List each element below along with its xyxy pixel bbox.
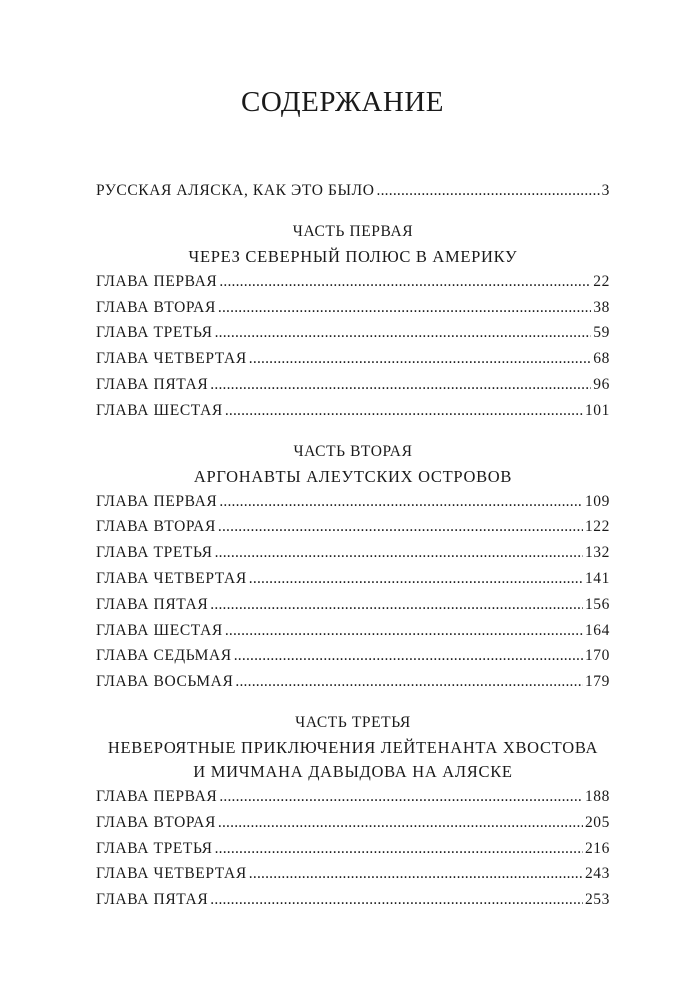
part-heading: ЧАСТЬ ТРЕТЬЯ bbox=[295, 713, 411, 731]
toc-entry-page: 141 bbox=[584, 569, 610, 587]
toc-entry-label: ГЛАВА ПЕРВАЯ bbox=[96, 787, 218, 805]
toc-entry-page: 156 bbox=[584, 595, 610, 613]
toc-entry-label: ГЛАВА ЧЕТВЕРТАЯ bbox=[96, 569, 247, 587]
dot-leader bbox=[210, 376, 591, 394]
toc-entry-chapter[interactable] bbox=[96, 402, 610, 428]
toc-entry-page: 132 bbox=[584, 544, 610, 562]
toc-entry-label: ГЛАВА ПЯТАЯ bbox=[96, 595, 209, 613]
toc-entry-chapter[interactable] bbox=[96, 273, 610, 299]
toc-entry-page: 188 bbox=[584, 787, 610, 805]
dot-leader bbox=[215, 544, 583, 562]
toc-entry-label: ГЛАВА ТРЕТЬЯ bbox=[96, 324, 213, 342]
part-subtitle: ЧЕРЕЗ СЕВЕРНЫЙ ПОЛЮС В АМЕРИКУ bbox=[188, 246, 518, 266]
section-gap bbox=[96, 428, 610, 438]
toc-entry-page: 109 bbox=[584, 492, 610, 510]
toc-entry-page: 243 bbox=[584, 865, 610, 883]
toc-entry-label: ГЛАВА ТРЕТЬЯ bbox=[96, 544, 213, 562]
toc-entry-label: ГЛАВА ШЕСТАЯ bbox=[96, 401, 223, 419]
toc-entry-chapter[interactable] bbox=[96, 647, 610, 673]
toc-entry-intro[interactable] bbox=[96, 182, 610, 208]
toc-entry-label: ГЛАВА ЧЕТВЕРТАЯ bbox=[96, 865, 247, 883]
toc-entry-chapter[interactable] bbox=[96, 840, 610, 866]
dot-leader bbox=[218, 299, 591, 317]
toc-entry-label: ГЛАВА ПЕРВАЯ bbox=[96, 492, 218, 510]
toc-entry-label: ГЛАВА СЕДЬМАЯ bbox=[96, 647, 232, 665]
section-gap bbox=[96, 208, 610, 218]
toc-entry-page: 205 bbox=[584, 813, 610, 831]
dot-leader bbox=[218, 814, 583, 832]
toc-entry-page: 122 bbox=[584, 518, 610, 536]
toc-entry-label: ГЛАВА ВОСЬМАЯ bbox=[96, 673, 234, 691]
dot-leader bbox=[234, 647, 583, 665]
toc-entry-chapter[interactable] bbox=[96, 299, 610, 325]
toc-entry-chapter[interactable] bbox=[96, 324, 610, 350]
toc-entry-chapter[interactable] bbox=[96, 865, 610, 891]
toc-entry-label: ГЛАВА ВТОРАЯ bbox=[96, 298, 216, 316]
part-heading: ЧАСТЬ ПЕРВАЯ bbox=[292, 222, 414, 240]
toc-entry-label: ГЛАВА ПЕРВАЯ bbox=[96, 272, 218, 290]
toc-entry-label: ГЛАВА ЧЕТВЕРТАЯ bbox=[96, 350, 247, 368]
toc-entry-page: 164 bbox=[584, 621, 610, 639]
toc-entry-label: ГЛАВА ПЯТАЯ bbox=[96, 375, 209, 393]
dot-leader bbox=[215, 324, 592, 342]
dot-leader bbox=[225, 402, 583, 420]
dot-leader bbox=[218, 518, 583, 536]
table-of-contents bbox=[96, 182, 610, 917]
dot-leader bbox=[219, 788, 583, 806]
toc-entry-page: 170 bbox=[584, 647, 610, 665]
toc-entry-page: 59 bbox=[593, 324, 610, 342]
toc-entry-label: ГЛАВА ВТОРАЯ bbox=[96, 518, 216, 536]
toc-entry-chapter[interactable] bbox=[96, 570, 610, 596]
dot-leader bbox=[249, 570, 583, 588]
toc-entry-page: 253 bbox=[584, 891, 610, 909]
toc-entry-page: 68 bbox=[593, 350, 610, 368]
toc-parts bbox=[96, 208, 610, 917]
part-heading: ЧАСТЬ ВТОРАЯ bbox=[293, 442, 413, 460]
dot-leader bbox=[219, 493, 583, 511]
toc-entry-chapter[interactable] bbox=[96, 493, 610, 519]
toc-entry-page: 3 bbox=[601, 182, 610, 199]
toc-entry-page: 101 bbox=[584, 401, 610, 419]
toc-entry-label: ГЛАВА ШЕСТАЯ bbox=[96, 621, 223, 639]
part-subtitle: НЕВЕРОЯТНЫЕ ПРИКЛЮЧЕНИЯ ЛЕЙТЕНАНТА ХВОСТОВА bbox=[107, 737, 599, 757]
toc-entry-chapter[interactable] bbox=[96, 891, 610, 917]
toc-entry-label: ГЛАВА ВТОРАЯ bbox=[96, 813, 216, 831]
toc-entry-chapter[interactable] bbox=[96, 673, 610, 699]
dot-leader bbox=[225, 622, 583, 640]
toc-entry-page: 216 bbox=[584, 839, 610, 857]
dot-leader bbox=[235, 673, 583, 691]
part-subtitle: И МИЧМАНА ДАВЫДОВА НА АЛЯСКЕ bbox=[193, 761, 513, 781]
dot-leader bbox=[249, 865, 583, 883]
toc-entry-chapter[interactable] bbox=[96, 376, 610, 402]
part-subtitle: АРГОНАВТЫ АЛЕУТСКИХ ОСТРОВОВ bbox=[193, 466, 513, 486]
toc-entry-page: 22 bbox=[593, 272, 610, 290]
dot-leader bbox=[219, 273, 591, 291]
dot-leader bbox=[377, 182, 600, 200]
toc-entry-page: 96 bbox=[593, 375, 610, 393]
toc-entry-chapter[interactable] bbox=[96, 622, 610, 648]
toc-entry-chapter[interactable] bbox=[96, 596, 610, 622]
dot-leader bbox=[249, 350, 592, 368]
toc-entry-label: ГЛАВА ПЯТАЯ bbox=[96, 891, 209, 909]
toc-entry-chapter[interactable] bbox=[96, 350, 610, 376]
dot-leader bbox=[215, 840, 583, 858]
toc-entry-chapter[interactable] bbox=[96, 814, 610, 840]
toc-entry-label: РУССКАЯ АЛЯСКА, КАК ЭТО БЫЛО bbox=[96, 182, 375, 199]
dot-leader bbox=[210, 596, 583, 614]
page-title: СОДЕРЖАНИЕ bbox=[241, 86, 444, 118]
toc-entry-chapter[interactable] bbox=[96, 788, 610, 814]
toc-entry-label: ГЛАВА ТРЕТЬЯ bbox=[96, 839, 213, 857]
toc-entry-chapter[interactable] bbox=[96, 544, 610, 570]
toc-entry-page: 179 bbox=[584, 673, 610, 691]
section-gap bbox=[96, 699, 610, 709]
dot-leader bbox=[210, 891, 583, 909]
toc-entry-chapter[interactable] bbox=[96, 518, 610, 544]
toc-entry-page: 38 bbox=[593, 298, 610, 316]
